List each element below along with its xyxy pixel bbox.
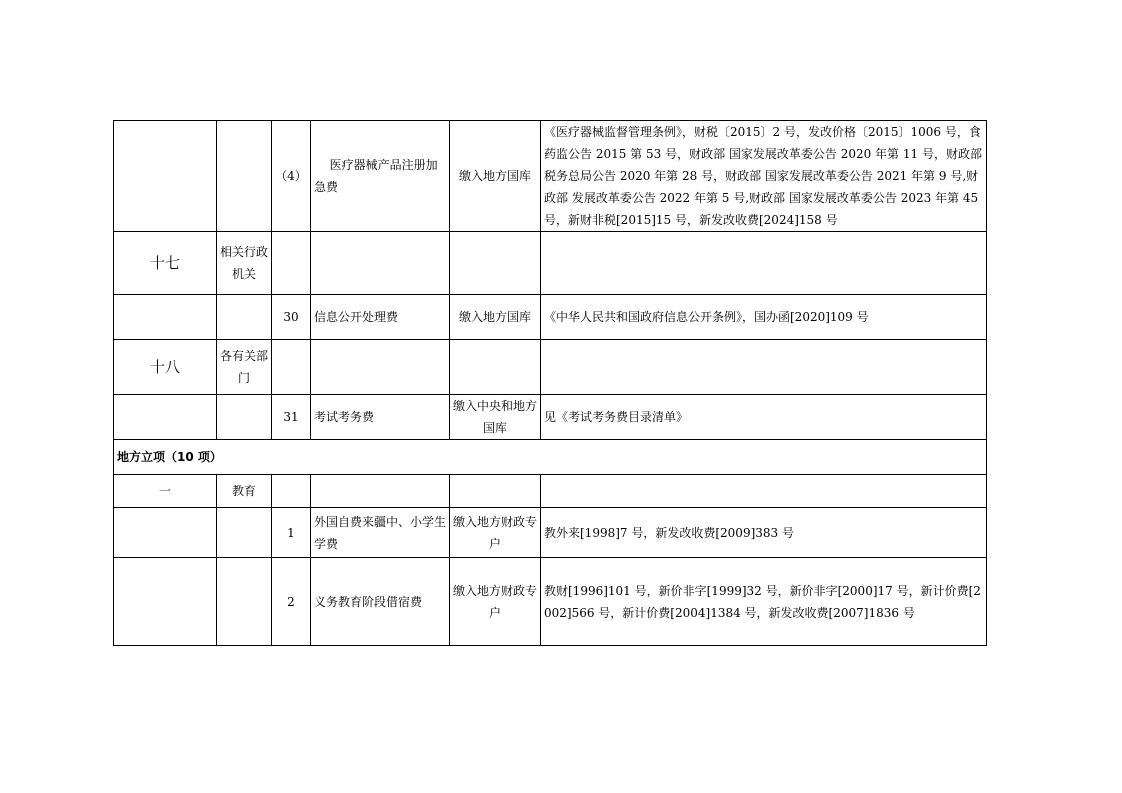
destination-cell: 缴入中央和地方国库 [450,395,541,440]
level1-cell: 十八 [114,340,217,395]
item-no-cell [272,475,311,508]
basis-cell: 《医疗器械监督管理条例》，财税〔2015〕2 号，发改价格〔2015〕1006 号，食药监公告 2015 第 53 号，财政部 国家发展改革委公告 2020 年第 11 号，财政部 税务总局公告 2020 年第 28 号，财政部 国家发展改革委公告 2021 年第 9 号,财政部 发展改革委公告 2022 年第 5 号,财政部 国家发展改革委公告 2023 年第 45 号，新财非税[2015]15 号，新发改收费[2024]158 号 [541,121,987,232]
destination-cell: 缴入地方国库 [450,121,541,232]
dept-cell [217,508,272,558]
item-name-cell: 医疗器械产品注册加急费 [311,121,450,232]
dept-cell [217,121,272,232]
item-no-cell: 30 [272,295,311,340]
basis-cell: 见《考试考务费目录清单》 [541,395,987,440]
level1-cell [114,295,217,340]
basis-cell [541,340,987,395]
level1-cell [114,395,217,440]
section-row [114,440,987,475]
item-no-cell: （4） [272,121,311,232]
destination-cell: 缴入地方财政专户 [450,558,541,646]
basis-cell [541,475,987,508]
item-name-cell [311,232,450,295]
level1-cell [114,121,217,232]
level1-cell [114,508,217,558]
dept-cell [217,295,272,340]
dept-cell [217,395,272,440]
level1-cell: 一 [114,475,217,508]
destination-cell [450,232,541,295]
table-row [114,340,987,395]
dept-cell: 各有关部门 [217,340,272,395]
destination-cell [450,475,541,508]
basis-cell: 教外来[1998]7 号，新发改收费[2009]383 号 [541,508,987,558]
destination-cell: 缴入地方财政专户 [450,508,541,558]
dept-cell [217,558,272,646]
destination-cell [450,340,541,395]
table-row [114,558,987,646]
item-name-cell: 信息公开处理费 [311,295,450,340]
table-row [114,508,987,558]
item-no-cell: 31 [272,395,311,440]
level1-cell: 十七 [114,232,217,295]
item-name-cell: 义务教育阶段借宿费 [311,558,450,646]
table-row [114,395,987,440]
table-row [114,232,987,295]
item-name-cell [311,475,450,508]
item-no-cell: 2 [272,558,311,646]
table-row [114,121,987,232]
table-row [114,295,987,340]
item-name-cell: 外国自费来疆中、小学生学费 [311,508,450,558]
table-row [114,475,987,508]
item-no-cell [272,232,311,295]
item-no-cell: 1 [272,508,311,558]
dept-cell: 相关行政机关 [217,232,272,295]
destination-cell: 缴入地方国库 [450,295,541,340]
item-no-cell [272,340,311,395]
basis-cell [541,232,987,295]
section-title: 地方立项（10 项） [114,440,987,475]
dept-cell: 教育 [217,475,272,508]
basis-cell: 教财[1996]101 号，新价非字[1999]32 号，新价非字[2000]17 号，新计价费[2002]566 号，新计价费[2004]1384 号，新发改收费[2007]1836 号 [541,558,987,646]
item-name-cell: 考试考务费 [311,395,450,440]
level1-cell [114,558,217,646]
item-name-cell [311,340,450,395]
fee-table [113,120,987,646]
basis-cell: 《中华人民共和国政府信息公开条例》，国办函[2020]109 号 [541,295,987,340]
